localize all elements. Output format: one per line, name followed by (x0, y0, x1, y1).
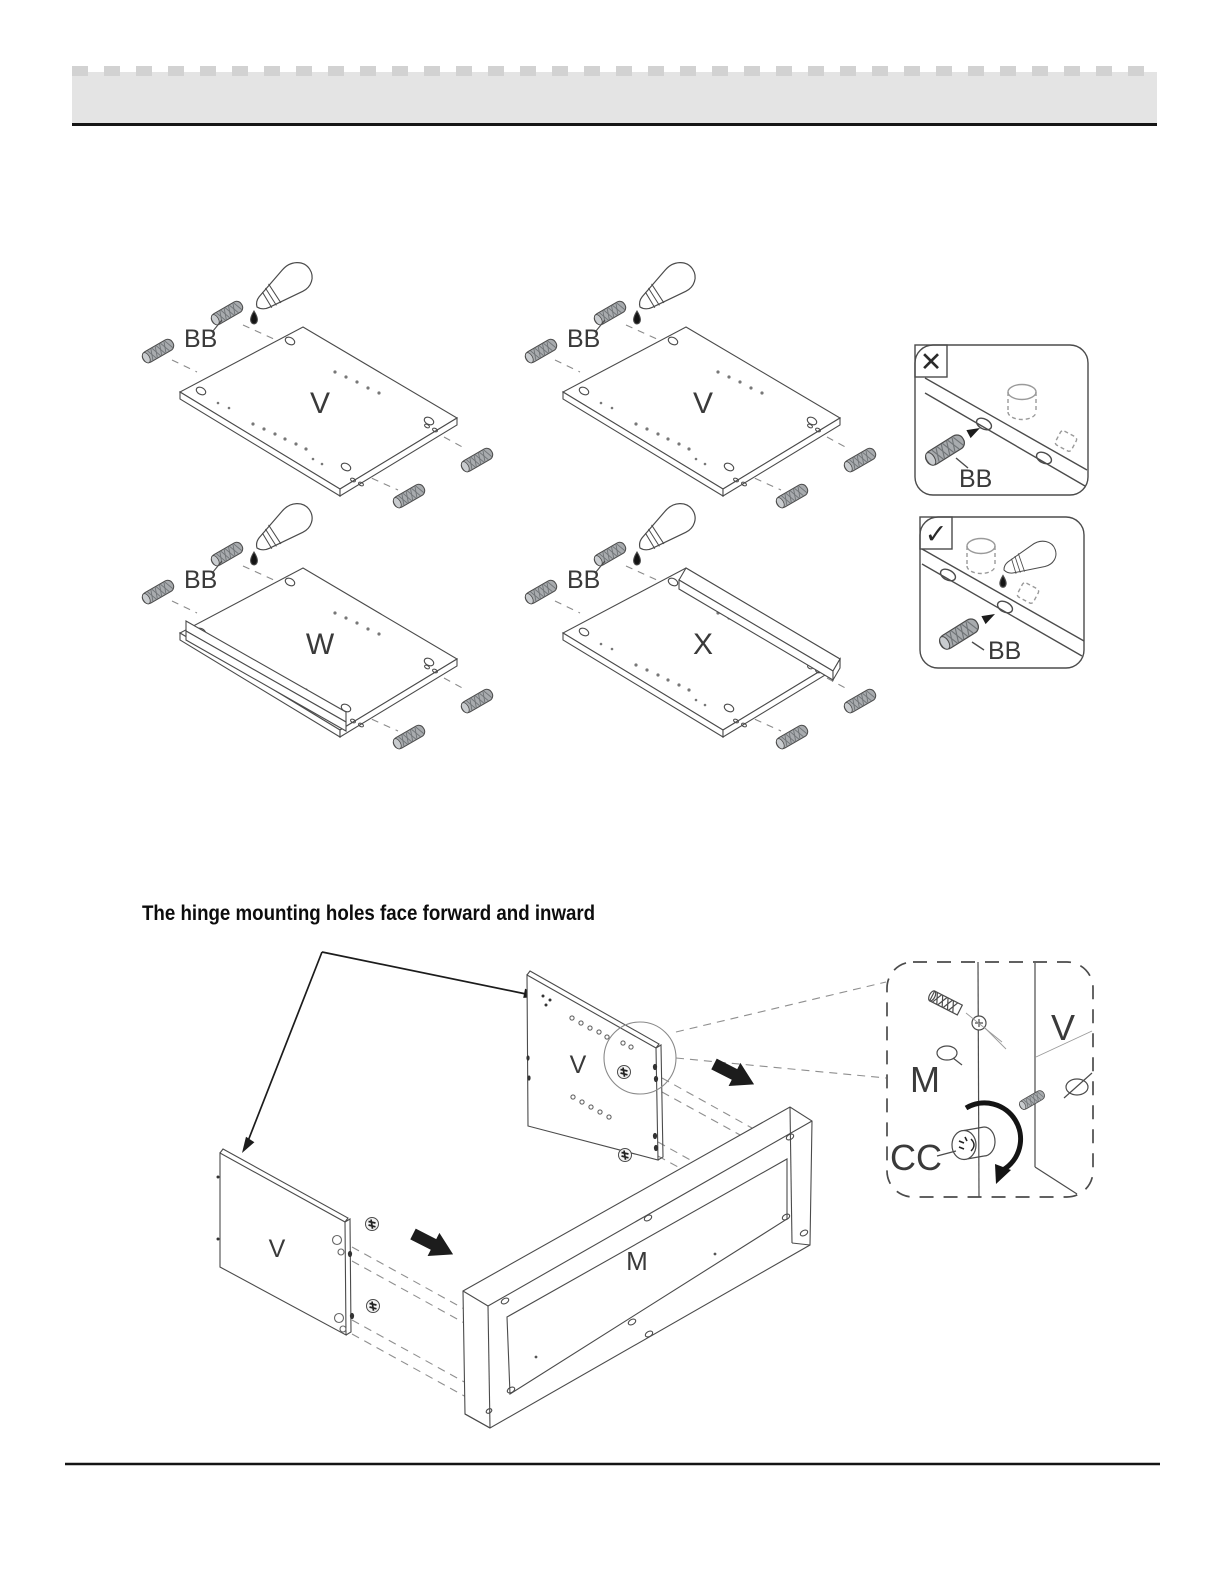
hinge-note: The hinge mounting holes face forward and inward (142, 901, 596, 925)
part-label-x: X (692, 628, 714, 661)
part-label-w: W (305, 628, 335, 661)
dowel-label-bb-1: BB (184, 325, 218, 353)
assembly-back-panel-v (526, 971, 676, 1162)
callout-wrong-bb-label: BB (959, 465, 993, 493)
panel-diagram-v1 (140, 256, 494, 510)
dowel-label-bb-2: BB (567, 325, 601, 353)
assembly-frame-label: M (626, 1246, 648, 1276)
detail-frame-label: M (910, 1059, 940, 1100)
part-label-v2: V (692, 387, 714, 420)
panel-diagram-x (523, 497, 877, 751)
dowel-label-bb-4: BB (567, 566, 601, 594)
part-label-v1: V (309, 387, 331, 420)
assembly-left-panel-label: V (268, 1235, 286, 1263)
check-icon: ✓ (924, 519, 948, 550)
detail-cam-label: CC (890, 1137, 942, 1178)
callout-correct-bb-label: BB (988, 637, 1022, 665)
motion-arrow-left-panel (407, 1222, 459, 1266)
assembly-back-panel-label: V (569, 1051, 587, 1079)
detail-panel-label: V (1050, 1007, 1076, 1048)
assembly-left-panel-v (217, 1149, 380, 1335)
cross-icon: ✕ (919, 347, 943, 378)
dowel-label-bb-3: BB (184, 566, 218, 594)
note-leader-arrows (242, 952, 540, 1153)
motion-arrow-back-panel (708, 1052, 760, 1096)
panel-diagram-v2 (523, 256, 877, 510)
